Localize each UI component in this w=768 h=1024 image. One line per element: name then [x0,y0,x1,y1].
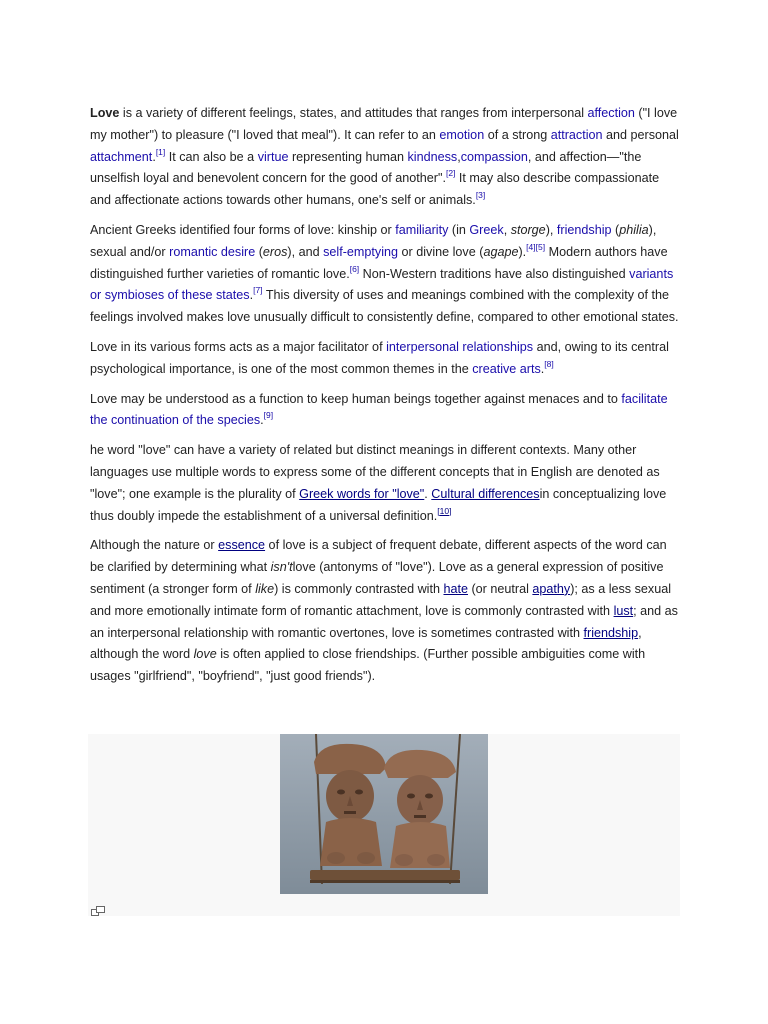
reference-10[interactable]: [10] [437,505,452,516]
link-compassion[interactable]: compassion [460,149,528,164]
link-continuation-of-species[interactable]: facilitate the continuation of the species [90,391,668,428]
statue-photo[interactable] [280,734,488,894]
link-greek-words-for-love[interactable]: Greek words for "love" [299,486,425,501]
lead-term: Love [90,106,120,120]
figure-box [88,734,680,916]
reference-1[interactable]: [1] [155,146,166,157]
reference-7[interactable]: [7] [253,285,263,296]
link-virtue[interactable]: virtue [257,149,289,164]
term-storge: storge [510,222,546,237]
reference-9[interactable]: [9] [263,410,274,421]
link-lust[interactable]: lust [613,603,634,618]
link-greek[interactable]: Greek [469,222,504,237]
link-self-emptying[interactable]: self-emptying [323,244,399,259]
reference-2[interactable]: [2] [445,168,456,179]
link-familiarity[interactable]: familiarity [395,222,449,237]
link-attraction[interactable]: attraction [550,127,603,142]
intro-paragraph: Love is a variety of different feelings, states, and attitudes that ranges from interpersonal affection ("I love my mother") to pleasure ("I loved that meal"). It can refer to an emotion of a strong attraction and personal attachment.[1] It can also be a virtue representing human kindness,compassion, and affection—"the unselfish loyal and benevolent concern for the good of another".[2] It may also describe compassionate and affectionate actions towards other humans, one's self or animals.[3] [90,106,679,208]
reference-4[interactable]: [4] [526,241,536,252]
link-variants[interactable]: variants or symbioses of these states [90,266,674,303]
link-interpersonal-relationships[interactable]: interpersonal relationships [386,339,534,354]
reference-6[interactable]: [6] [349,263,360,274]
reference-5[interactable]: [5] [535,241,546,252]
link-creative-arts[interactable]: creative arts [472,361,541,376]
link-cultural-differences[interactable]: Cultural differences [431,486,540,501]
contrast-paragraph: Although the nature or essence of love is a subject of frequent debate, different aspects of the word can be clarified by determining what isn'tlove (antonyms of "love"). Love as a general expression of positive sentiment (a stronger form of like) is commonly contrasted with hate (or neutral apathy); as a less sexual and more emotionally intimate form of romantic attachment, love is commonly contrasted with lust; and as an interpersonal relationship with romantic overtones, love is sometimes contrasted with friendship, although the word love is often applied to close friendships. (Further possible ambiguities come with usages "girlfriend", "boyfriend", "just good friends"). [90,538,678,684]
link-affection[interactable]: affection [587,106,635,120]
forms-paragraph: Ancient Greeks identified four forms of love: kinship or familiarity (in Greek, storge), friendship (philia), sexual and/or romantic desire (eros), and self-emptying or divine love (agape).[4][5] Modern authors have distinguished further varieties of romantic love.[6] Non-Western traditions have also distinguished variants or symbioses of these states.[7] This diversity of uses and meanings combined with the complexity of the feelings involved makes love unusually difficult to consistently define, compared to other emotional states. [90,222,679,325]
term-agape: agape [483,244,519,259]
meanings-paragraph: he word "love" can have a variety of related but distinct meanings in different contexts. Many other languages use multiple words to express some of the different concepts that in English are denoted as "love"; one example is the plurality of Greek words for "love". Cultural differencesin conceptualizing love thus doubly impede the establishment of a universal definition.[10] [90,443,667,523]
term-isnt: isn't [270,560,293,575]
link-friendship[interactable]: friendship [556,222,612,237]
term-eros: eros [262,244,288,259]
enlarge-icon[interactable] [91,906,105,917]
relationships-paragraph: Love in its various forms acts as a major facilitator of interpersonal relationships and, owing to its central psychological importance, is one of the most common themes in the creative arts.[8] [90,339,669,376]
link-hate[interactable]: hate [443,581,468,596]
link-kindness[interactable]: kindness [407,149,458,164]
function-paragraph: Love may be understood as a function to keep human beings together against menaces and to facilitate the continuation of the species.[9] [90,391,668,428]
link-essence[interactable]: essence [218,538,266,553]
reference-3[interactable]: [3] [475,190,486,201]
link-apathy[interactable]: apathy [532,581,571,596]
link-romantic-desire[interactable]: romantic desire [169,244,256,259]
link-friendship-2[interactable]: friendship [583,625,639,640]
article-body [90,103,680,696]
reference-8[interactable]: [8] [544,358,554,369]
term-like: like [255,581,275,596]
term-love: love [193,647,217,662]
term-philia: philia [619,222,649,237]
link-emotion[interactable]: emotion [439,127,485,142]
link-attachment[interactable]: attachment [90,149,153,164]
